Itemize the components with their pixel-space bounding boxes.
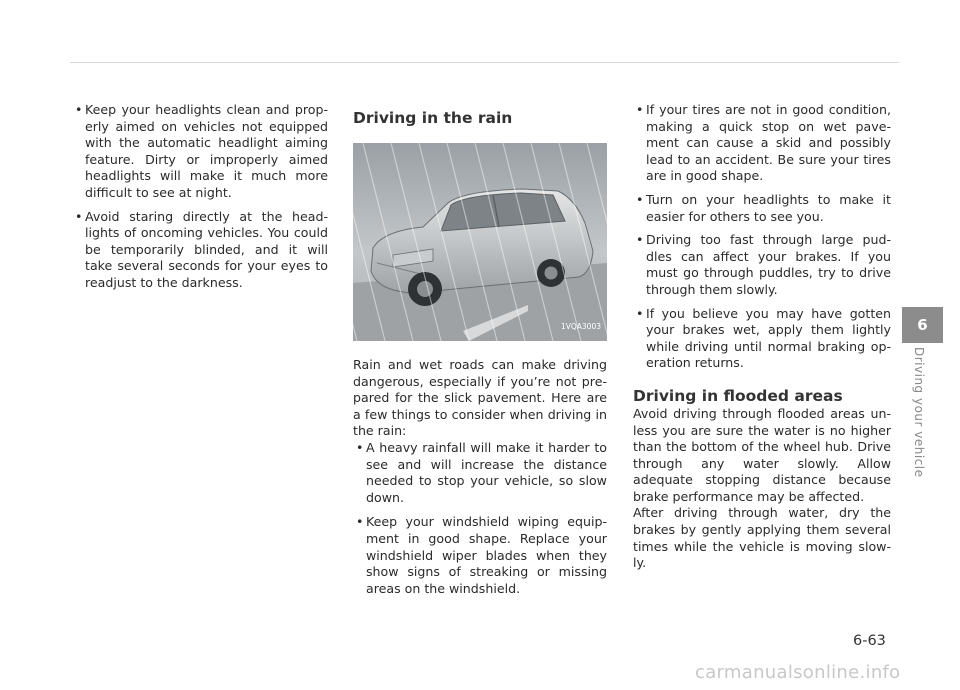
list-item: • If your tires are not in good condition, making a quick stop on wet pave-ment can cause a skid and possibly lead to an accident. Be sure your tires are in good shape. <box>636 102 891 184</box>
bullet-text: Avoid staring directly at the head-lights of oncoming vehicles. You could be temporarily blinded, and it will take several seconds for your eyes to readjust to the darkness. <box>85 208 328 290</box>
chapter-title <box>912 347 932 497</box>
watermark: carmanualsonline.info <box>695 662 901 683</box>
column-middle <box>353 108 607 605</box>
rain-bullets <box>353 440 607 597</box>
figure-code: 1VQA3003 <box>560 322 601 332</box>
list-item: • Keep your windshield wiping equip-ment in good shape. Replace your windshield wiper blades when they show signs of streaking or missing areas on the windshield. <box>356 514 607 596</box>
rain-intro: Rain and wet roads can make driving dangerous, especially if you’re not pre-pared for the slick pavement. Here are a few things to consider when driving in the rain: <box>353 357 607 439</box>
bullet-text: Turn on your headlights to make it easier for others to see you. <box>646 191 891 224</box>
flood-heading: Driving in flooded areas <box>633 386 843 405</box>
list-item: • Keep your headlights clean and prop-erly aimed on vehicles not equipped with the automatic headlight aiming feature. Dirty or improperly aimed headlights will make it much more difficult to see at night. <box>75 102 328 200</box>
page-number: 6-63 <box>853 633 886 649</box>
car-in-rain-image <box>353 143 607 341</box>
bullet-text: Keep your headlights clean and prop-erly aimed on vehicles not equipped with the automatic headlight aiming feature. Dirty or improperly aimed headlights will make it much more difficult to see at night. <box>85 102 328 200</box>
list-item: • A heavy rainfall will make it harder to see and will increase the distance needed to stop your vehicle, so slow down. <box>356 439 607 505</box>
chapter-title-text: Driving your vehicle <box>912 347 926 478</box>
bullet-text: A heavy rainfall will make it harder to see and will increase the distance needed to stop your vehicle, so slow down. <box>366 439 607 505</box>
list-item: • Driving too fast through large pud-dles can affect your brakes. If you must go through puddles, try to drive through them slowly. <box>636 232 891 297</box>
chapter-tab: 6 <box>902 307 943 343</box>
rain-heading: Driving in the rain <box>353 109 513 127</box>
list-item: • If you believe you may have gotten your brakes wet, apply them lightly while driving until normal braking op-eration returns. <box>636 305 891 371</box>
flood-text: Avoid driving through flooded areas un-less you are sure the water is no higher than the bottom of the wheel hub. Drive through any water slowly. Allow adequate stopping distance because brake performance may be affected. After driving through water, dry the brakes by gently applying them several times while the vehicle is moving slow-ly. <box>633 405 891 571</box>
list-item: • Turn on your headlights to make it easier for others to see you. <box>636 191 891 224</box>
column-left <box>72 102 328 299</box>
bullet-text: Keep your windshield wiping equip-ment in good shape. Replace your windshield wiper blades when they show signs of streaking or missing areas on the windshield. <box>366 514 607 596</box>
list-item: • Avoid staring directly at the head-lights of oncoming vehicles. You could be temporarily blinded, and it will take several seconds for your eyes to readjust to the darkness. <box>75 208 328 290</box>
bullet-text: If your tires are not in good condition, making a quick stop on wet pave-ment can cause a skid and possibly lead to an accident. Be sure your tires are in good shape. <box>646 102 891 184</box>
bullet-text: Driving too fast through large pud-dles can affect your brakes. If you must go through puddles, try to drive through them slowly. <box>646 232 891 297</box>
bullet-text: If you believe you may have gotten your brakes wet, apply them lightly while driving until normal braking op-eration returns. <box>646 305 891 371</box>
top-rule <box>70 62 899 63</box>
rain-car-illustration <box>353 143 607 341</box>
column-right <box>633 102 891 572</box>
